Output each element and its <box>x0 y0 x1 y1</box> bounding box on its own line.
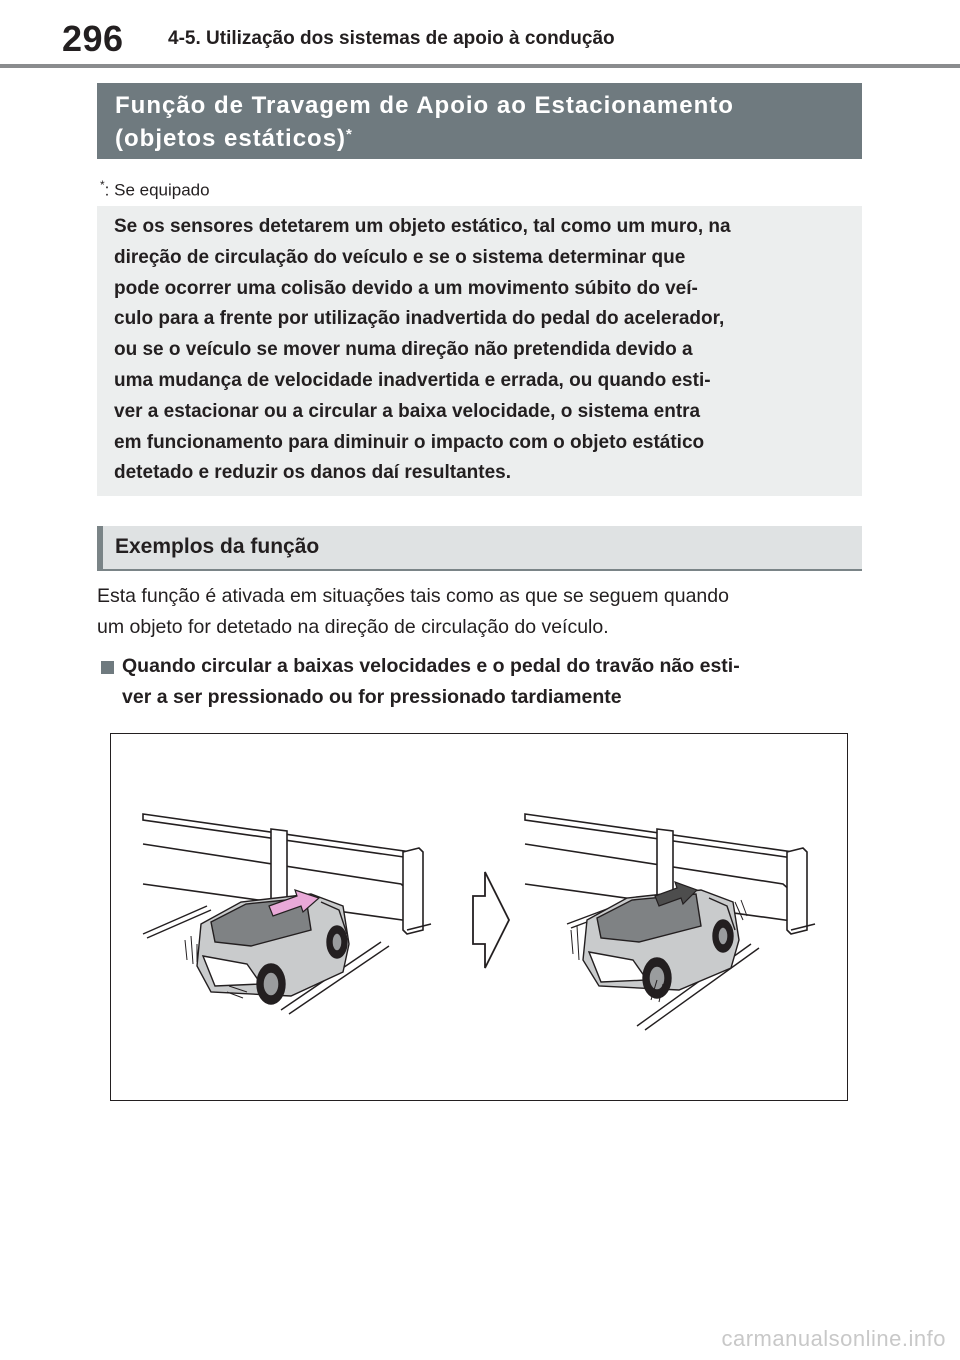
bullet-square-icon <box>101 661 114 674</box>
scene-after <box>525 814 815 1030</box>
summary-line: em funcionamento para diminuir o impacto com o objeto estático <box>114 431 705 453</box>
watermark: carmanualsonline.info <box>721 1326 946 1351</box>
summary-line: uma mudança de velocidade inadvertida e errada, ou quando esti- <box>114 369 711 391</box>
examples-header-bar <box>97 526 103 569</box>
summary-box <box>97 206 862 496</box>
illustration-svg <box>111 734 847 1100</box>
bullet-line: ver a ser pressionado ou for pressionado tardiamente <box>122 686 622 708</box>
function-title-text: (objetos estáticos) <box>115 125 347 152</box>
bullet-line: Quando circular a baixas velocidades e o pedal do travão não esti- <box>122 655 740 677</box>
summary-line: pode ocorrer uma colisão devido a um movimento súbito do veí- <box>114 277 698 299</box>
summary-line: Se os sensores detetarem um objeto estático, tal como um muro, na <box>114 216 731 237</box>
scene-before <box>143 814 431 1014</box>
illustration-figure <box>110 733 848 1101</box>
summary-line: detetado e reduzir os danos daí resultantes. <box>114 462 511 484</box>
footnote-marker: * <box>346 126 353 143</box>
summary-line: ou se o veículo se mover numa direção não pretendida devido a <box>114 339 693 361</box>
examples-header <box>97 526 862 569</box>
function-title-line-1: Função de Travagem de Apoio ao Estacionamento <box>115 92 734 119</box>
car-icon <box>583 890 739 998</box>
examples-header-rule <box>97 569 862 571</box>
body-line: Esta função é ativada em situações tais como as que se seguem quando <box>97 585 729 607</box>
summary-line: ver a estacionar ou a circular a baixa velocidade, o sistema entra <box>114 400 701 422</box>
function-title-box <box>97 83 862 159</box>
header-divider <box>0 64 960 68</box>
footnote-text: : Se equipado <box>104 180 210 200</box>
summary-line: direção de circulação do veículo e se o sistema determinar que <box>114 246 686 268</box>
section-title: 4-5. Utilização dos sistemas de apoio à condução <box>168 28 615 49</box>
right-arrow-icon <box>473 872 509 968</box>
page-number: 296 <box>62 18 124 59</box>
footnote <box>100 178 210 201</box>
function-title-line-2 <box>115 122 844 155</box>
footnote-asterisk: * <box>100 178 105 192</box>
body-line: um objeto for detetado na direção de circulação do veículo. <box>97 616 609 638</box>
bullet-text <box>122 651 862 713</box>
examples-header-text: Exemplos da função <box>115 535 320 558</box>
page-header <box>0 0 960 70</box>
body-paragraph <box>97 581 862 643</box>
summary-line: culo para a frente por utilização inadvertida do pedal do acelerador, <box>114 308 725 330</box>
